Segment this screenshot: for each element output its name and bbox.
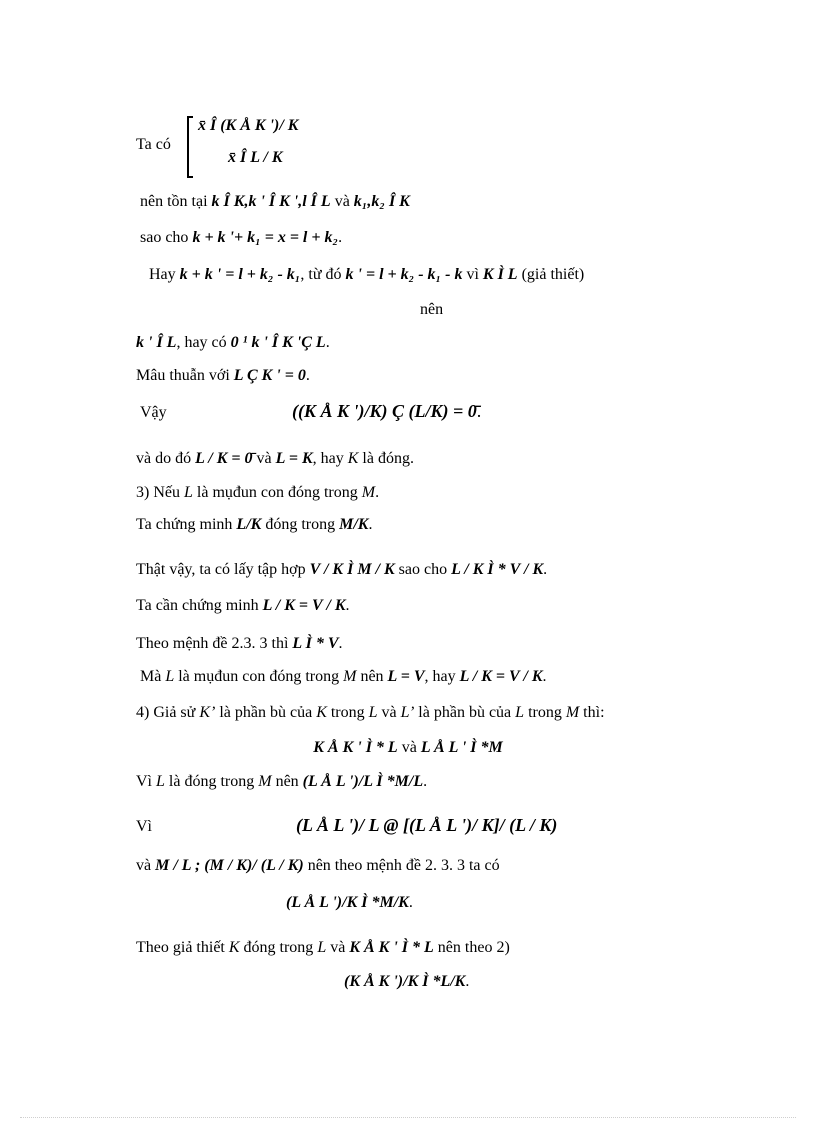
text: Ta cần chứng minh xyxy=(136,597,263,614)
text: . xyxy=(345,597,350,614)
line-ta-chung-minh xyxy=(136,515,372,535)
math: L Ì * V xyxy=(292,635,339,652)
footer-dotted-rule xyxy=(20,1117,796,1118)
text: , từ đó xyxy=(300,266,346,283)
system-brace xyxy=(187,116,195,178)
math: ((K Å K ')/K) Ç (L/K) = 0̄ xyxy=(292,401,477,421)
text: Theo mệnh đề 2.3. 3 thì xyxy=(136,635,293,652)
math: K Ì L xyxy=(482,266,518,283)
text: . xyxy=(368,516,373,533)
line-va-m-l xyxy=(136,856,500,876)
text: thì: xyxy=(579,704,605,721)
text: , hay xyxy=(312,450,348,467)
text: và xyxy=(326,939,350,956)
line-ma-l xyxy=(140,667,547,687)
text: Hay xyxy=(149,266,180,283)
math: L = V xyxy=(387,668,425,685)
line-that-vay xyxy=(136,560,547,580)
text: . xyxy=(408,894,413,911)
text: và xyxy=(377,704,401,721)
text: nên theo 2) xyxy=(433,939,510,956)
line-mau-thuan xyxy=(136,366,310,386)
math: L Å L ' Ì *M xyxy=(420,739,503,756)
line-result-lk xyxy=(344,972,469,992)
math: 0 ¹ k ' Î K 'Ç L xyxy=(230,334,326,351)
text: nên theo mệnh đề 2. 3. 3 ta có xyxy=(303,857,500,874)
var: L xyxy=(183,484,193,501)
text: sao cho xyxy=(140,229,193,246)
line-hay xyxy=(149,265,584,285)
math: k ' Î L xyxy=(136,334,177,351)
text: Vì xyxy=(136,773,156,790)
text: Theo giả thiết xyxy=(136,939,229,956)
math: L = K xyxy=(275,450,313,467)
var: L xyxy=(515,704,525,721)
text: . xyxy=(423,773,428,790)
line-ta-can xyxy=(136,596,350,616)
text: . xyxy=(338,229,343,246)
line-k-prime xyxy=(136,333,330,353)
var: K xyxy=(316,704,327,721)
line-ton-tai xyxy=(140,192,410,212)
var: M xyxy=(343,668,357,685)
text: và xyxy=(252,450,276,467)
text: sao cho xyxy=(394,561,452,578)
math: L/K xyxy=(236,516,262,533)
math: k + k '+ k₁ = x = l + k₂ xyxy=(192,229,339,246)
text: Mà xyxy=(140,668,166,685)
var: L xyxy=(368,704,378,721)
line-result-mk xyxy=(286,893,413,913)
math: V / K Ì M / K xyxy=(309,561,395,578)
math: L / K = V / K xyxy=(459,668,543,685)
text: . xyxy=(465,973,470,990)
text: và do đó xyxy=(136,450,196,467)
text: trong xyxy=(326,704,369,721)
text: và xyxy=(136,857,156,874)
text: là mụđun con đóng trong xyxy=(174,668,344,685)
text: đóng trong xyxy=(239,939,318,956)
line-theo-menh-de xyxy=(136,634,343,654)
math: (L Å L ')/ L @ [(L Å L ')/ K]/ (L / K) xyxy=(296,815,558,835)
text: và xyxy=(330,193,354,210)
line-vi-l-dong xyxy=(136,772,427,792)
text: là đóng. xyxy=(358,450,414,467)
var: L xyxy=(156,773,165,790)
text: Ta chứng minh xyxy=(136,516,237,533)
text: . xyxy=(476,401,482,421)
text: , hay xyxy=(424,668,460,685)
math: (L Å L ')/L Ì *M/L xyxy=(302,773,424,790)
system-eq-top: x̄ Î (K Å K ')/ K xyxy=(198,117,299,134)
line-vi-label: Vì xyxy=(136,818,152,835)
text: 3) Nếu xyxy=(136,484,184,501)
var: K’ xyxy=(199,704,216,721)
text: , hay có xyxy=(176,334,231,351)
math: L Ç K ' = 0 xyxy=(233,367,306,384)
var: L’ xyxy=(400,704,415,721)
text: nên xyxy=(271,773,303,790)
math: k₁,k₂ Î K xyxy=(353,193,410,210)
math: M/K xyxy=(339,516,369,533)
line-vay-label: Vậy xyxy=(140,404,167,421)
var: K xyxy=(347,450,359,467)
text: 4) Giả sử xyxy=(136,704,200,721)
line-nen: nên xyxy=(420,301,444,318)
text: và xyxy=(397,739,421,756)
text: là mụđun con đóng trong xyxy=(192,484,362,501)
text: trong xyxy=(524,704,566,721)
text: Thật vậy, ta có lấy tập hợp xyxy=(136,561,310,578)
text: . xyxy=(375,484,380,501)
line-vi-iso xyxy=(296,815,557,835)
math: k + k ' = l + k₂ - k₁ xyxy=(179,266,301,283)
intro-ta-co: Ta có xyxy=(136,136,171,153)
var: L xyxy=(165,668,175,685)
item-3-heading xyxy=(136,483,379,503)
text: . xyxy=(338,635,343,652)
text: là đóng trong xyxy=(164,773,259,790)
text: Mâu thuẫn với xyxy=(136,367,234,384)
item-4-heading xyxy=(136,703,605,723)
line-do-do xyxy=(136,449,414,469)
math: L / K Ì * V / K xyxy=(451,561,544,578)
math: L / K = V / K xyxy=(262,597,346,614)
line-sao-cho xyxy=(140,228,342,248)
math: (K Å K ')/K Ì *L/K xyxy=(344,973,466,990)
math: K Å K ' Ì * L xyxy=(349,939,434,956)
math: k ' = l + k₂ - k₁ - k xyxy=(345,266,463,283)
text: (giả thiết) xyxy=(517,266,585,283)
math: K Å K ' Ì * L xyxy=(313,739,398,756)
text: nên tồn tại xyxy=(140,193,212,210)
var: L xyxy=(317,939,327,956)
line-complements xyxy=(0,738,816,758)
text: là phần bù của xyxy=(414,704,516,721)
math: L / K = 0̄ xyxy=(195,450,253,467)
math: (L Å L ')/K Ì *M/K xyxy=(286,894,409,911)
text: . xyxy=(325,334,330,351)
text: là phần bù của xyxy=(215,704,317,721)
line-theo-gia-thiet xyxy=(136,938,510,958)
text: . xyxy=(543,561,548,578)
text: . xyxy=(305,367,310,384)
text: nên xyxy=(356,668,388,685)
text: đóng trong xyxy=(261,516,340,533)
text: . xyxy=(542,668,547,685)
line-vay-formula xyxy=(292,401,481,421)
var: M xyxy=(361,484,376,501)
math: M / L ; (M / K)/ (L / K) xyxy=(155,857,304,874)
system-eq-bottom: x̄ Î L / K xyxy=(228,149,283,166)
var: K xyxy=(228,939,240,956)
math: k Î K,k ' Î K ',l Î L xyxy=(211,193,331,210)
text: vì xyxy=(462,266,483,283)
var: M xyxy=(258,773,272,790)
var: M xyxy=(565,704,580,721)
